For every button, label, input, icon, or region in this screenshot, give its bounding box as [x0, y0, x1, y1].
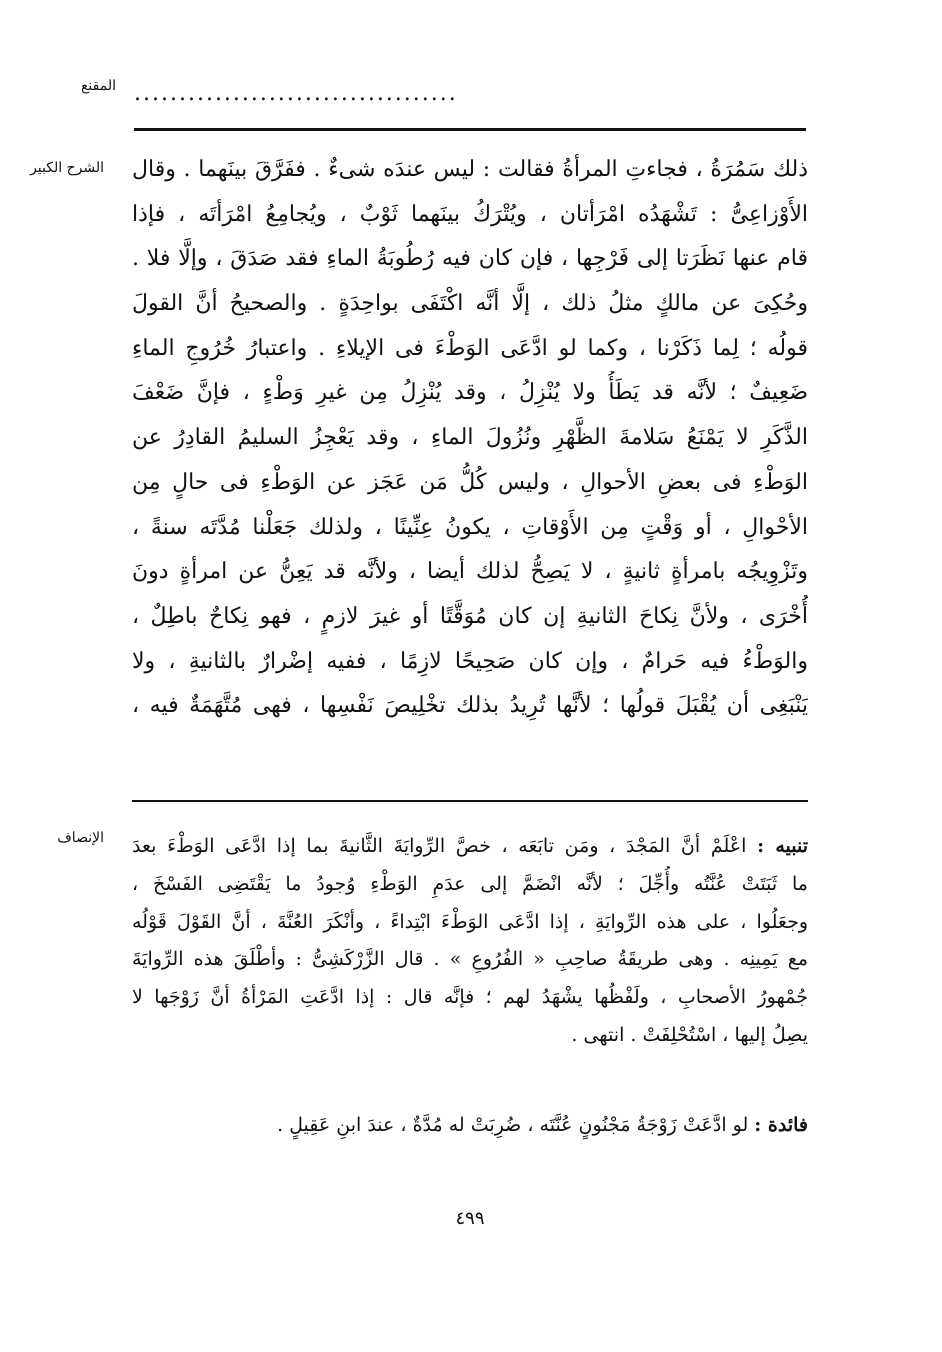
note-line-text: اعْلَمْ أنَّ المَجْدَ ، ومَن تابَعَه ، خصَّ الرِّوايَةَ الثَّانيةَ بما إذا ادَّعَى الوَطْءَ بعدَ	[132, 835, 758, 857]
side-label-sharh: الشرح الكبير	[30, 160, 104, 176]
header-rule	[134, 128, 806, 131]
main-line: الأَوْزاعِىُّ : تَشْهَدُه امْرَأتان ، ويُتْرَكُ بينَهما ثَوْبٌ ، ويُجامِعُ امْرَأتَه ، فإذا	[132, 201, 808, 227]
header-dotted-leader: ....................................	[134, 84, 458, 104]
note-section	[132, 828, 808, 1055]
note-line: ما ثَبَتَتْ عُنَّتُه وأُجِّلَ ؛ لأنَّه انْضَمَّ إلى عدَمِ الوَطْءِ وُجودُ ما يَقْتَضِى الفَسْخَ ،	[132, 872, 808, 895]
main-line: وحُكِىَ عن مالكٍ مثلُ ذلك ، إلَّا أنَّه اكْتَفَى بواحِدَةٍ . والصحيحُ أنَّ القولَ	[132, 291, 808, 317]
main-line: الذَّكَرِ لا يَمْنَعُ سَلامةَ الظَّهْرِ ونُزُولَ الماءِ ، وقد يَعْجِزُ السليمُ القادِرُ عن	[132, 425, 808, 451]
fawaid-text: لو ادَّعَتْ زَوْجَةُ مَجْنُونٍ عُنَّتَه ، ضُرِبَتْ له مُدَّةٌ ، عندَ ابنِ عَقِيلٍ .	[277, 1114, 755, 1136]
main-line: الأحْوالِ ، أو وَقْتٍ مِن الأَوْقاتِ ، يكونُ عِنِّينًا ، ولذلك جَعَلْنا مُدَّتَه سنةً ،	[132, 514, 808, 540]
main-line: أُخْرَى ، ولأنَّ نِكاحَ الثانيةِ إن كان مُوَقَّتًا أو غيرَ لازمٍ ، فهو نِكاحٌ باطِلٌ ،	[132, 603, 808, 629]
main-commentary	[132, 148, 808, 729]
note-line	[132, 828, 808, 866]
main-line: وتَزْوِيجُه بامرأةٍ ثانيةٍ ، لا يَصِحُّ لذلك أيضا ، ولأنَّه قد يَعِنُّ عن امرأةٍ دونَ	[132, 559, 808, 585]
section-divider	[132, 800, 808, 802]
note-line: وجعَلُوا ، على هذه الرِّوايَةِ ، إذا ادَّعَى الوَطْءَ ابْتِداءً ، وأنْكَرَ العُنَّةَ ، أنَّ القَوْلَ قَوْلُه	[132, 910, 808, 933]
note-line: جُمْهورُ الأصحابِ ، ولَفْظُها يشْهَدُ لهم ؛ فإنَّه قال : إذا ادَّعَتِ المَرْأةُ أنَّ زَوْجَها لا	[132, 986, 808, 1009]
note-line: مع يَمِينِه . وهى طريقَةُ صاحِبِ « الفُرُوعِ » . قال الزَّرْكَشِىُّ : وأطْلَقَ هذه الرِّوايَةَ	[132, 948, 808, 971]
note-line: يصِلُ إليها ، اسْتُحْلِفَتْ . انتهى .	[571, 1023, 808, 1046]
main-line: ذلك سَمُرَةُ ، فجاءتِ المرأةُ فقالت : ليس عندَه شىءٌ . ففَرَّقَ بينَهما . وقال	[132, 157, 808, 182]
fawaid-paragraph	[132, 1106, 808, 1144]
main-line: الوَطْءِ فى بعضِ الأحوالِ ، وليس كُلُّ مَن عَجَز عن الوَطْءِ فى حالٍ مِن	[132, 469, 808, 495]
side-label-insaf: الإنصاف	[57, 830, 104, 846]
main-line: يَنْبَغِى أن يُقْبَلَ قولُها ؛ لأنَّها تُرِيدُ بذلك تخْلِيصَ نَفْسِها ، فهى مُتَّهَمَةٌ فيه ،	[132, 693, 808, 719]
header-book-title: المقنع	[80, 78, 116, 94]
main-line: قام عنها نَظَرَتا إلى فَرْجِها ، فإن كان فيه رُطُوبَةُ الماءِ فقد صَدَقَ ، وإلَّا فلا .	[132, 246, 808, 272]
main-line: والوَطْءُ فيه حَرامٌ ، وإن كان صَحِيحًا لازِمًا ، ففيه إضْرارٌ بالثانيةِ ، ولا	[132, 648, 808, 674]
page-number: ٤٩٩	[455, 1208, 485, 1229]
fawaid-keyword: فائدة :	[754, 1114, 808, 1136]
main-line: ضَعِيفٌ ؛ لأنَّه قد يَطَأُ ولا يُنْزِلُ ، وقد يُنْزِلُ مِن غيرِ وَطْءٍ ، فإنَّ ضَعْفَ	[132, 380, 808, 406]
main-line: قولُه ؛ لِما ذَكَرْنا ، وكما لو ادَّعَى الوَطْءَ فى الإيلاءِ . واعتبارُ خُرُوجِ الماءِ	[132, 335, 808, 361]
note-keyword: تنبيه :	[757, 835, 808, 857]
